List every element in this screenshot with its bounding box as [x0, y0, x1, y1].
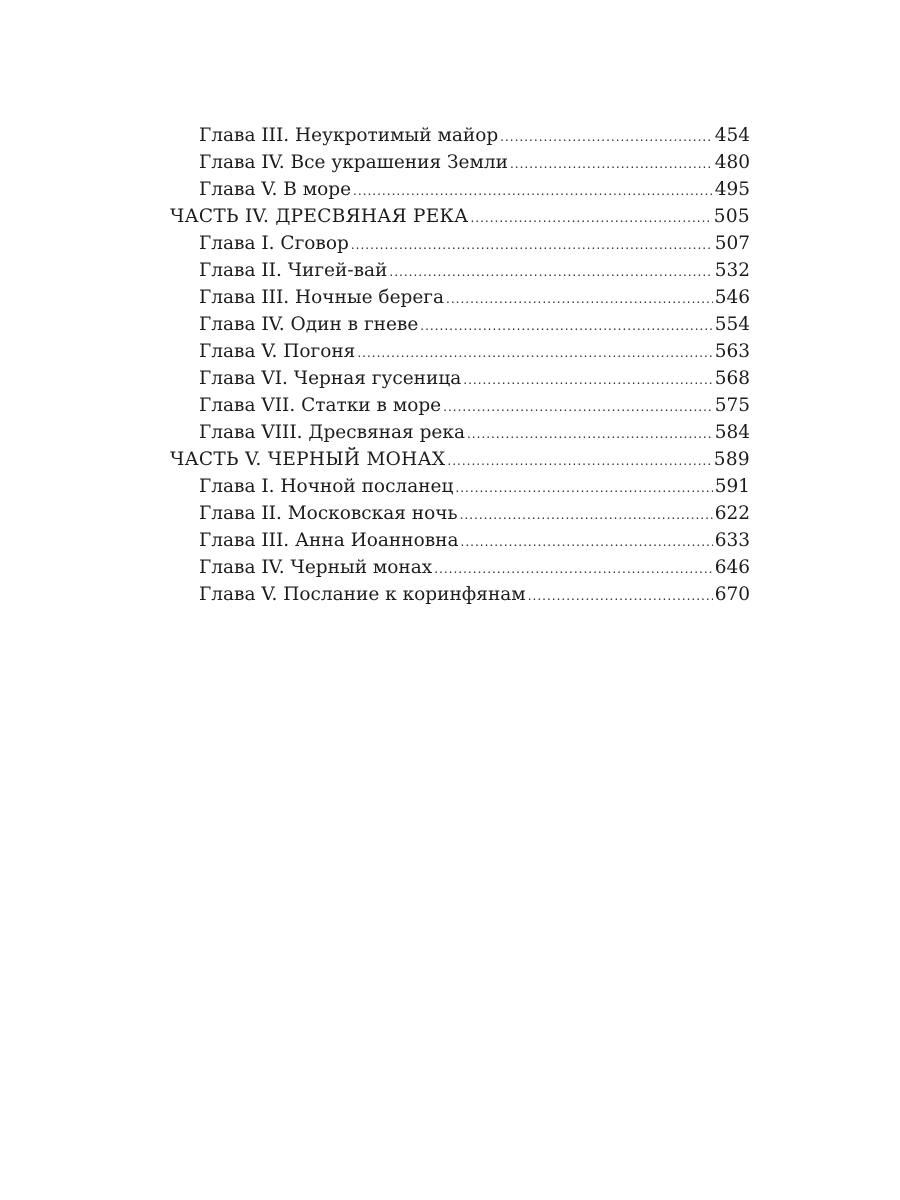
toc-entry-title: Глава VI. Черная гусеница	[199, 368, 462, 389]
toc-entry-page: 584	[714, 422, 750, 443]
toc-entry-page: 575	[714, 395, 750, 416]
toc-dot-leader	[420, 313, 712, 340]
toc-entry	[170, 527, 750, 554]
toc-entry	[170, 581, 750, 608]
toc-entry	[170, 500, 750, 527]
toc-entry-page: 563	[714, 341, 750, 362]
toc-dot-leader	[463, 367, 712, 394]
toc-entry	[170, 311, 750, 338]
toc-entry-page: 589	[713, 449, 750, 470]
toc-entry-title: Глава VIII. Дресвяная река	[199, 422, 465, 443]
toc-entry-page: 454	[714, 125, 750, 146]
toc-entry	[170, 149, 750, 176]
toc-entry-title: Глава I. Сговор	[199, 233, 349, 254]
toc-entry	[170, 257, 750, 284]
toc-entry-title: Глава VII. Статки в море	[199, 395, 442, 416]
toc-dot-leader	[389, 259, 712, 286]
toc-entry-title: Глава III. Анна Иоанновна	[199, 530, 459, 551]
toc-dot-leader	[446, 286, 713, 313]
toc-entry-title: Глава II. Московская ночь	[199, 503, 458, 524]
toc-entry-page: 507	[714, 233, 750, 254]
toc-entry-title: ЧАСТЬ IV. ДРЕСВЯНАЯ РЕКА	[170, 206, 469, 227]
toc-entry-page: 495	[714, 179, 750, 200]
toc-entry-title: Глава I. Ночной посланец	[199, 476, 454, 497]
toc-dot-leader	[460, 502, 713, 529]
toc-entry	[170, 365, 750, 392]
toc-entry	[170, 284, 750, 311]
toc-dot-leader	[351, 232, 713, 259]
toc-entry-page: 591	[714, 476, 750, 497]
toc-entry-title: Глава III. Неукротимый майор	[199, 125, 499, 146]
toc-dot-leader	[434, 556, 712, 583]
toc-dot-leader	[500, 124, 713, 151]
toc-entry	[170, 392, 750, 419]
toc-entry	[170, 554, 750, 581]
toc-entry	[170, 446, 750, 473]
toc-entry	[170, 419, 750, 446]
table-of-contents	[170, 122, 750, 608]
toc-entry	[170, 122, 750, 149]
toc-dot-leader	[447, 448, 711, 475]
toc-dot-leader	[528, 583, 713, 610]
toc-entry-page: 633	[714, 530, 750, 551]
toc-entry	[170, 338, 750, 365]
toc-entry	[170, 230, 750, 257]
toc-entry-page: 568	[714, 368, 750, 389]
toc-entry-title: ЧАСТЬ V. ЧЕРНЫЙ МОНАХ	[170, 449, 446, 470]
toc-dot-leader	[353, 178, 713, 205]
toc-entry-page: 554	[714, 314, 750, 335]
toc-dot-leader	[467, 421, 713, 448]
toc-entry-page: 505	[713, 206, 750, 227]
toc-entry-page: 532	[714, 260, 750, 281]
toc-dot-leader	[357, 340, 712, 367]
toc-entry-title: Глава IV. Один в гневе	[199, 314, 419, 335]
toc-dot-leader	[443, 394, 713, 421]
toc-entry-title: Глава IV. Черный монах	[199, 557, 433, 578]
toc-entry-title: Глава V. Погоня	[199, 341, 356, 362]
toc-entry-page: 646	[714, 557, 750, 578]
toc-entry	[170, 176, 750, 203]
toc-entry-title: Глава III. Ночные берега	[199, 287, 445, 308]
toc-entry	[170, 473, 750, 500]
toc-entry-title: Глава IV. Все украшения Земли	[199, 152, 508, 173]
toc-dot-leader	[455, 475, 712, 502]
toc-entry-page: 546	[714, 287, 750, 308]
toc-dot-leader	[470, 205, 711, 232]
toc-entry-title: Глава V. В море	[199, 179, 352, 200]
toc-dot-leader	[461, 529, 713, 556]
toc-entry-title: Глава V. Послание к коринфянам	[199, 584, 526, 605]
toc-entry-title: Глава II. Чигей-вай	[199, 260, 388, 281]
toc-entry-page: 480	[714, 152, 750, 173]
toc-entry-page: 670	[714, 584, 750, 605]
toc-dot-leader	[510, 151, 713, 178]
toc-entry	[170, 203, 750, 230]
toc-entry-page: 622	[714, 503, 750, 524]
